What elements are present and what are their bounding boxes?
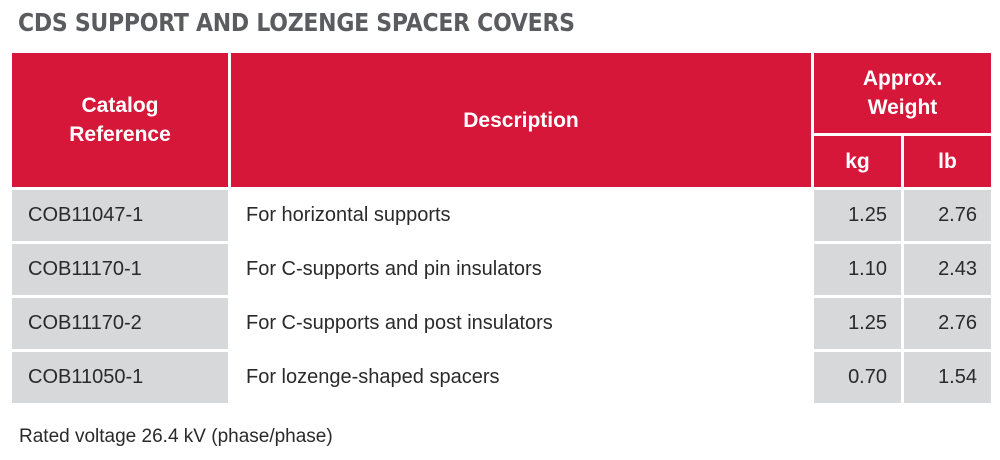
cell-description: For horizontal supports bbox=[231, 190, 811, 241]
cell-weight-lb: 1.54 bbox=[904, 352, 991, 403]
header-catalog-reference: Catalog Reference bbox=[12, 53, 228, 187]
cell-weight-lb: 2.43 bbox=[904, 244, 991, 295]
cell-weight-kg: 1.25 bbox=[814, 190, 901, 241]
cell-description: For C-supports and pin insulators bbox=[231, 244, 811, 295]
header-lb: lb bbox=[904, 136, 991, 187]
cell-catalog-reference: COB11170-2 bbox=[12, 298, 228, 349]
cell-weight-kg: 1.25 bbox=[814, 298, 901, 349]
cell-catalog-reference: COB11047-1 bbox=[12, 190, 228, 241]
cell-weight-kg: 0.70 bbox=[814, 352, 901, 403]
table-row bbox=[12, 352, 991, 403]
table-row bbox=[12, 298, 991, 349]
spec-table bbox=[9, 50, 994, 406]
cell-catalog-reference: COB11170-1 bbox=[12, 244, 228, 295]
cell-description: For C-supports and post insulators bbox=[231, 298, 811, 349]
header-kg: kg bbox=[814, 136, 901, 187]
page-title: CDS SUPPORT AND LOZENGE SPACER COVERS bbox=[18, 8, 575, 37]
footnote: Rated voltage 26.4 kV (phase/phase) bbox=[19, 426, 333, 447]
cell-weight-kg: 1.10 bbox=[814, 244, 901, 295]
table-row bbox=[12, 190, 991, 241]
table-row bbox=[12, 244, 991, 295]
cell-catalog-reference: COB11050-1 bbox=[12, 352, 228, 403]
cell-description: For lozenge-shaped spacers bbox=[231, 352, 811, 403]
header-description: Description bbox=[231, 53, 811, 187]
header-approx-weight: Approx. Weight bbox=[814, 53, 991, 133]
cell-weight-lb: 2.76 bbox=[904, 298, 991, 349]
cell-weight-lb: 2.76 bbox=[904, 190, 991, 241]
